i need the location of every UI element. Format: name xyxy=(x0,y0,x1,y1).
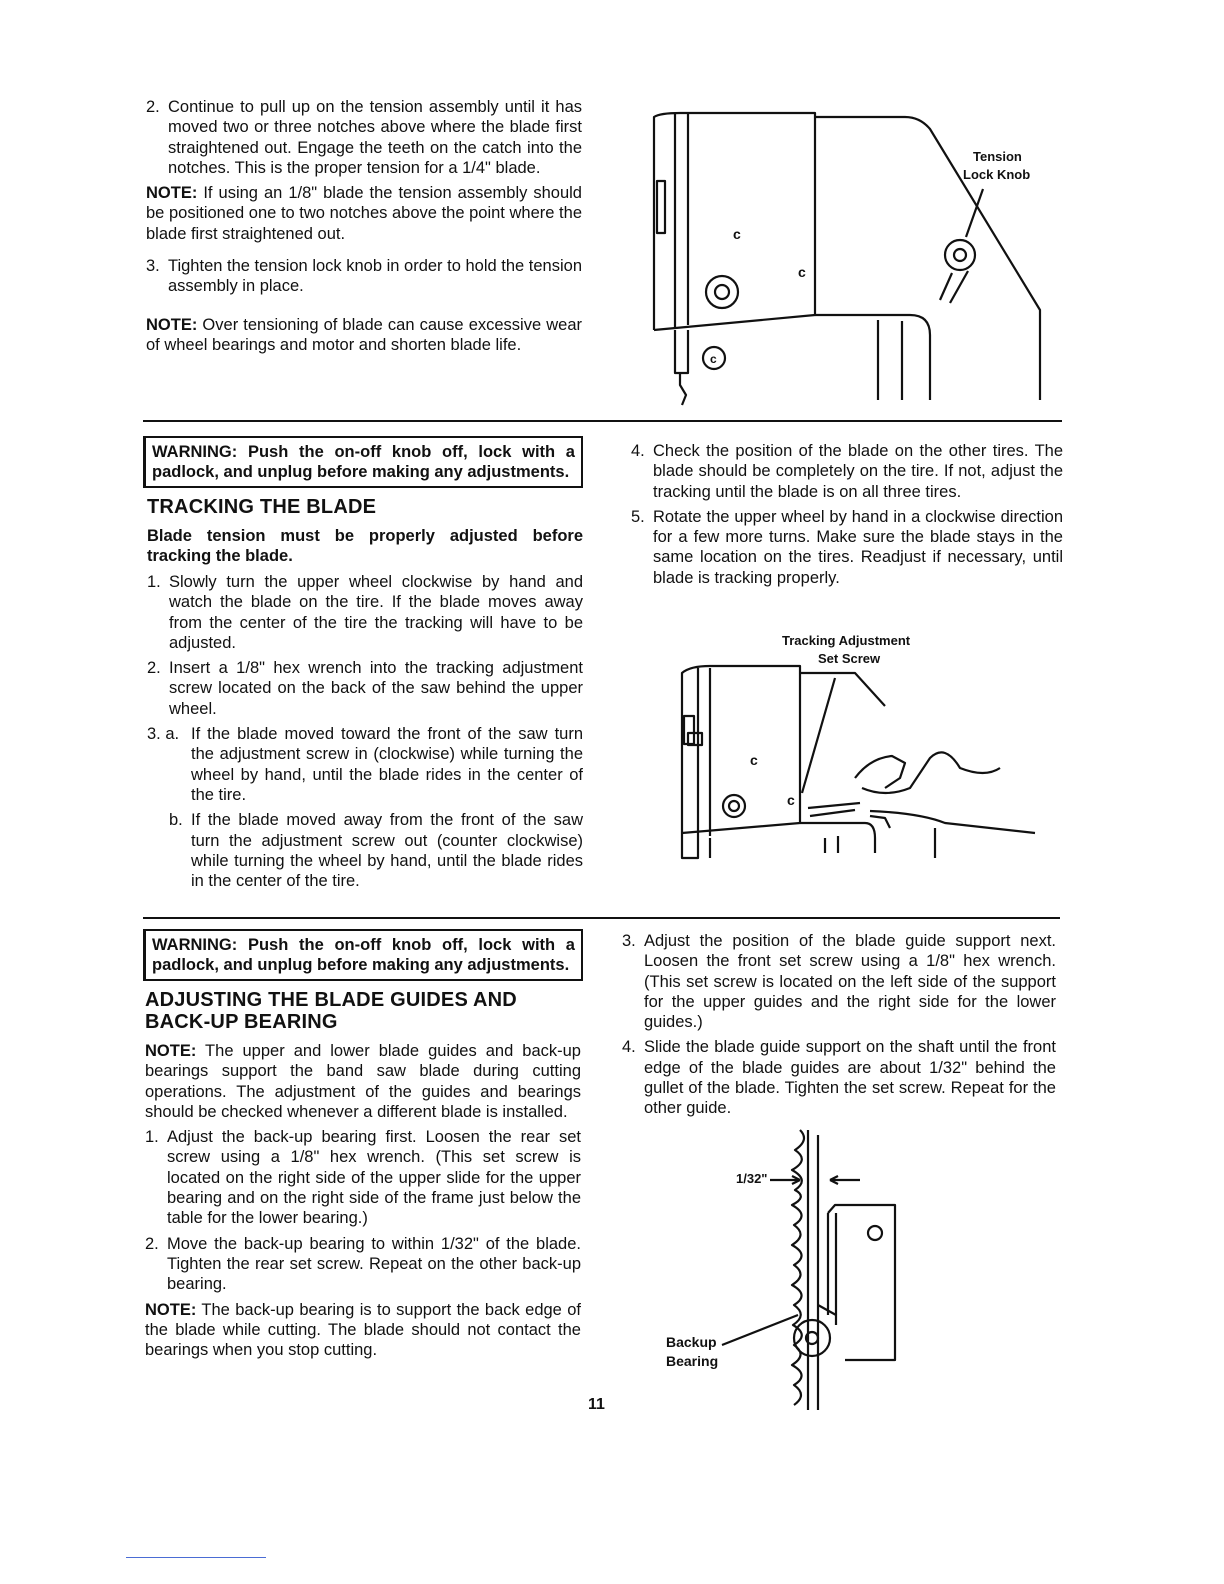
tracking-left-column xyxy=(143,436,583,896)
figure-label-line-2: Bearing xyxy=(666,1353,719,1369)
step-text: Adjust the position of the blade guide support next. Loosen the front set screw using a 1/8" hex wrench. (This set screw is located on the left side of the support for the upper guides and the right side for the lower guides.) xyxy=(644,932,1056,1032)
warning-box: WARNING: Push the on-off knob off, lock with a padlock, and unplug before making any adjustments. xyxy=(143,929,583,981)
section-heading: TRACKING THE BLADE xyxy=(147,496,377,518)
step-3b xyxy=(147,810,583,891)
warning-box: WARNING: Push the on-off knob off, lock with a padlock, and unplug before making any adjustments. xyxy=(143,436,583,488)
step-number: 3. a. xyxy=(147,725,180,744)
step-4 xyxy=(622,1037,1056,1118)
figure-label-gap: 1/32" xyxy=(736,1171,768,1186)
heading-line-1: ADJUSTING THE BLADE GUIDES AND xyxy=(145,989,517,1011)
figure-mark-c: c xyxy=(733,226,741,242)
lead-text: Blade tension must be properly adjusted before tracking the blade. xyxy=(147,527,583,565)
step-text: Insert a 1/8" hex wrench into the tracking adjustment screw located on the back of the saw behind the upper wheel. xyxy=(169,659,583,718)
step-2 xyxy=(146,97,582,178)
note-text: If using an 1/8" blade the tension assembly should be positioned one to two notches above the point where the blade first straightened out. xyxy=(146,184,582,243)
step-text: Slowly turn the upper wheel clockwise by hand and watch the blade on the tire. If the blade moves away from the center of the tire the tracking will have to be adjusted. xyxy=(169,573,583,652)
step-text: Adjust the back-up bearing first. Loosen the rear set screw using a 1/8" hex wrench. (This set screw is located on the right side of the upper slide for the upper bearing and on the right side of the frame just below the table for the lower bearing.) xyxy=(167,1128,581,1228)
note-text: Over tensioning of blade can cause excessive wear of wheel bearings and motor and shorten blade life. xyxy=(146,315,582,354)
step-text: Rotate the upper wheel by hand in a clockwise direction for a few more turns. Make sure the blade stays in the same location on the tires. Readjust if necessary, until blade is tracking properly. xyxy=(653,507,1063,587)
step-text: Move the back-up bearing to within 1/32" of the blade. Tighten the rear set screw. Repeat on the other back-up bearing. xyxy=(167,1234,581,1294)
step-5 xyxy=(631,507,1063,588)
step-2 xyxy=(147,658,583,719)
step-number: 1. xyxy=(147,573,161,591)
step-1 xyxy=(145,1127,581,1228)
step-number: 5. xyxy=(631,507,645,526)
note-text: The back-up bearing is to support the back edge of the blade while cutting. The blade should not contact the bearings when you stop cutting. xyxy=(145,1300,581,1360)
heading-line-2: BACK-UP BEARING xyxy=(145,1011,338,1033)
step-number: 4. xyxy=(631,442,645,460)
note-backup-bearing xyxy=(145,1300,581,1361)
note-guides xyxy=(145,1041,581,1122)
note-blade-size xyxy=(146,183,582,244)
tracking-right-column xyxy=(631,441,1063,593)
step-3a xyxy=(147,724,583,805)
section-divider xyxy=(143,917,1060,919)
step-text: If the blade moved toward the front of the saw turn the adjustment screw in (clockwise) while turning the wheel by hand, until the blade rides in the center of the tire. xyxy=(191,725,583,804)
note-label: NOTE: xyxy=(146,315,198,334)
note-label: NOTE: xyxy=(146,184,198,203)
note-label: NOTE: xyxy=(145,1042,197,1060)
figure-mark-c: c xyxy=(798,264,806,280)
step-number: 3. xyxy=(622,932,636,950)
step-text: Tighten the tension lock knob in order to hold the tension assembly in place. xyxy=(168,257,582,296)
guides-steps xyxy=(145,1041,581,1360)
step-3 xyxy=(146,256,582,297)
step-1 xyxy=(147,572,583,653)
tracking-adjustment-figure xyxy=(670,628,1040,868)
figure-mark-c: c xyxy=(750,752,758,768)
step-number: b. xyxy=(169,811,183,830)
figure-label-line-1: Tracking Adjustment xyxy=(782,633,911,648)
page-number: 11 xyxy=(588,1396,605,1413)
step-text: If the blade moved away from the front of the saw turn the adjustment screw out (counter clockwise) while turning the wheel by hand, until the blade rides in the center of the tire. xyxy=(191,811,583,891)
step-number: 3. xyxy=(146,257,160,276)
step-number: 4. xyxy=(622,1038,636,1057)
step-number: 2. xyxy=(145,1234,159,1253)
section-heading xyxy=(145,989,583,1033)
step-2 xyxy=(145,1234,581,1295)
step-number: 2. xyxy=(146,98,160,116)
top-left-column xyxy=(146,97,582,360)
tracking-steps xyxy=(147,526,583,891)
step-number: 1. xyxy=(145,1128,159,1147)
guides-right-column xyxy=(622,931,1056,1124)
note-over-tension xyxy=(146,315,582,356)
figure-label-line-2: Set Screw xyxy=(818,651,881,666)
step-4 xyxy=(631,441,1063,502)
tension-lock-knob-figure xyxy=(640,105,1060,410)
step-text: Check the position of the blade on the other tires. The blade should be completely on the tire. If not, adjust the tracking until the blade is on all three tires. xyxy=(653,442,1063,501)
step-text: Slide the blade guide support on the shaft until the front edge of the blade guides are about 1/32" behind the gullet of the blade. Tighten the set screw. Repeat for the other guide. xyxy=(644,1038,1056,1118)
backup-bearing-figure xyxy=(660,1125,910,1415)
figure-label-line-1: Tension xyxy=(973,149,1022,164)
figure-label-line-2: Lock Knob xyxy=(963,167,1031,182)
figure-mark-c: c xyxy=(710,352,717,366)
step-number: 2. xyxy=(147,659,161,678)
figure-mark-c: c xyxy=(787,792,795,808)
figure-label-line-1: Backup xyxy=(666,1334,717,1350)
section-divider xyxy=(143,420,1062,422)
guides-left-column xyxy=(143,929,583,1365)
footer-rule xyxy=(126,1557,266,1558)
step-text: Continue to pull up on the tension assembly until it has moved two or three notches above where the blade first straightened out. Engage the teeth on the catch into the notches. This is the proper tension for a 1/4" blade. xyxy=(168,98,582,177)
step-3 xyxy=(622,931,1056,1032)
note-label: NOTE: xyxy=(145,1300,197,1319)
note-text: The upper and lower blade guides and back-up bearings support the band saw blade during cutting operations. The adjustment of the guides and bearings should be checked whenever a different blade is installed. xyxy=(145,1042,581,1121)
